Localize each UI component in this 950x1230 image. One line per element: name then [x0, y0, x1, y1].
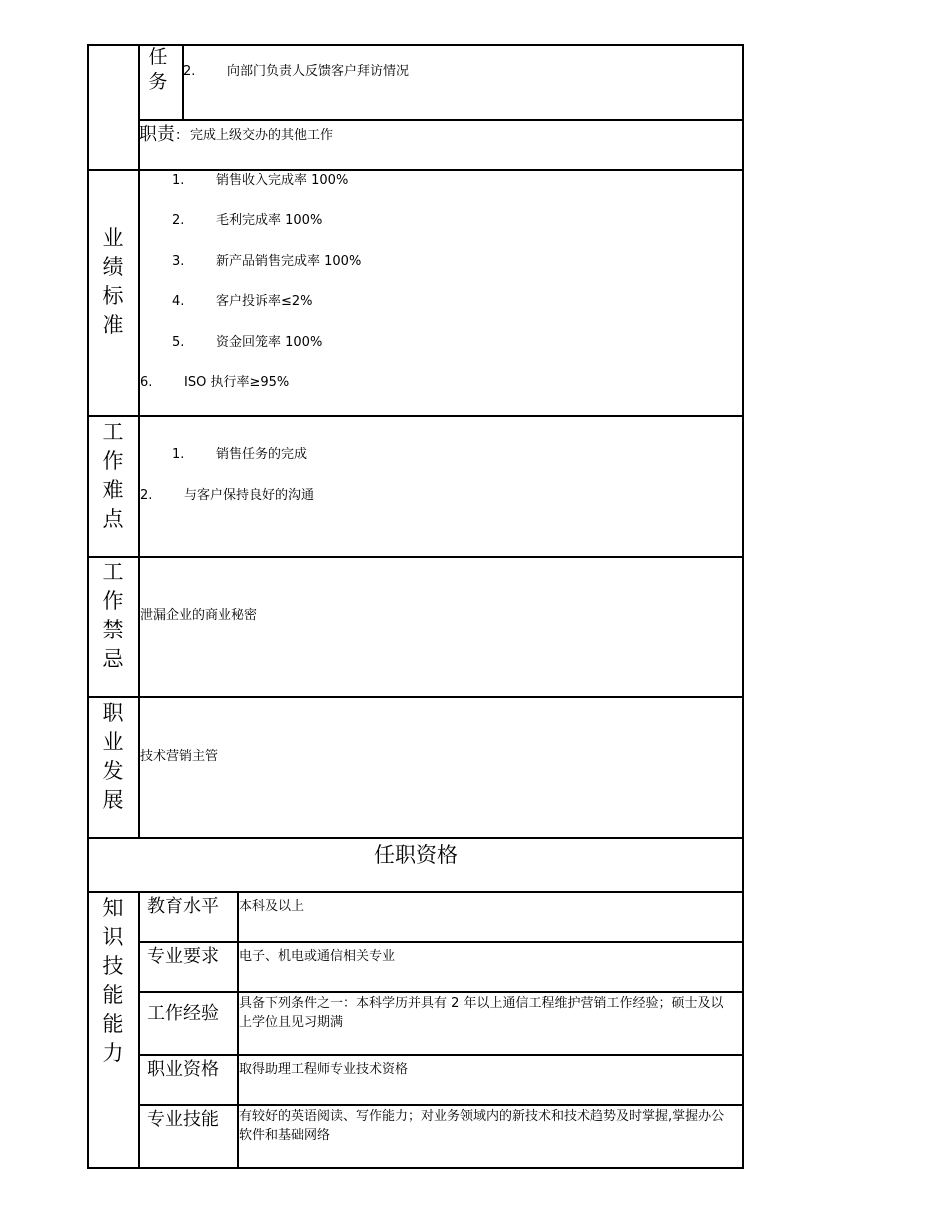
- divider-performance-difficulty: [87, 415, 744, 417]
- certification-value: 取得助理工程师专业技术资格: [239, 1062, 409, 1077]
- knowledge-label: 知识技能能力: [102, 896, 124, 1065]
- performance-item-number: 5.: [172, 335, 185, 350]
- divider-difficulty-taboo: [87, 556, 744, 558]
- duty-text: 完成上级交办的其他工作: [190, 128, 334, 143]
- divider-label-column: [138, 44, 140, 838]
- experience-label: 工作经验: [147, 1003, 219, 1024]
- performance-item-number: 6.: [140, 375, 153, 390]
- education-value: 本科及以上: [239, 899, 305, 914]
- performance-item-text: 毛利完成率 100%: [216, 213, 323, 228]
- skills-value: 有较好的英语阅读、写作能力；对业务领域内的新技术和技术趋势及时掌握,掌握办公软件和基础网络: [239, 1109, 725, 1143]
- certification-label: 职业资格: [147, 1059, 219, 1080]
- divider-duty-performance: [87, 169, 744, 171]
- table-border-bottom: [87, 1167, 744, 1169]
- qualification-title: 任职资格: [374, 843, 458, 867]
- performance-item-number: 4.: [172, 294, 185, 309]
- divider-career-qualification: [87, 837, 744, 839]
- education-label: 教育水平: [147, 896, 219, 917]
- task-item-number: 2.: [183, 64, 196, 79]
- major-label: 专业要求: [147, 946, 219, 967]
- performance-item-number: 1.: [172, 173, 185, 188]
- performance-item-text: 客户投诉率≤2%: [216, 294, 313, 309]
- taboo-label: 工作禁忌: [102, 560, 124, 671]
- difficulty-item-text: 销售任务的完成: [216, 447, 308, 462]
- divider-task-label: [182, 44, 184, 120]
- career-label: 职业发展: [102, 701, 124, 812]
- difficulty-item-number: 2.: [140, 488, 153, 503]
- divider-task-duty: [138, 119, 744, 121]
- table-border-left: [87, 44, 89, 1169]
- experience-value: 具备下列条件之一：本科学历并具有 2 年以上通信工程维护营销工作经验；硕士及以上学位且见习期满: [239, 996, 724, 1030]
- table-border-top: [87, 44, 744, 46]
- performance-item-number: 3.: [172, 254, 185, 269]
- performance-item-text: 资金回笼率 100%: [216, 335, 323, 350]
- difficulty-item-number: 1.: [172, 447, 185, 462]
- performance-item-text: 销售收入完成率 100%: [216, 173, 349, 188]
- divider-knowledge-row3: [138, 1054, 744, 1056]
- task-item-text: 向部门负责人反馈客户拜访情况: [227, 64, 410, 79]
- table-border-right: [742, 44, 744, 1169]
- performance-item-text: ISO 执行率≥95%: [184, 375, 290, 390]
- difficulty-label: 工作难点: [102, 420, 124, 531]
- taboo-text: 泄漏企业的商业秘密: [140, 608, 258, 623]
- divider-knowledge-label-column: [138, 891, 140, 1168]
- skills-label: 专业技能: [147, 1109, 219, 1130]
- major-value: 电子、机电或通信相关专业: [239, 949, 396, 964]
- performance-item-text: 新产品销售完成率 100%: [216, 254, 362, 269]
- duty-label: 职责: [139, 124, 175, 145]
- divider-taboo-career: [87, 696, 744, 698]
- performance-label: 业绩标准: [102, 226, 124, 337]
- divider-knowledge-row4: [138, 1104, 744, 1106]
- divider-knowledge-row1: [138, 941, 744, 943]
- divider-qualification-knowledge: [87, 891, 744, 893]
- career-text: 技术营销主管: [140, 749, 219, 764]
- difficulty-item-text: 与客户保持良好的沟通: [184, 488, 315, 503]
- duty-separator: :: [176, 128, 181, 143]
- performance-item-number: 2.: [172, 213, 185, 228]
- divider-knowledge-row2: [138, 991, 744, 993]
- task-label: 任务: [148, 46, 168, 93]
